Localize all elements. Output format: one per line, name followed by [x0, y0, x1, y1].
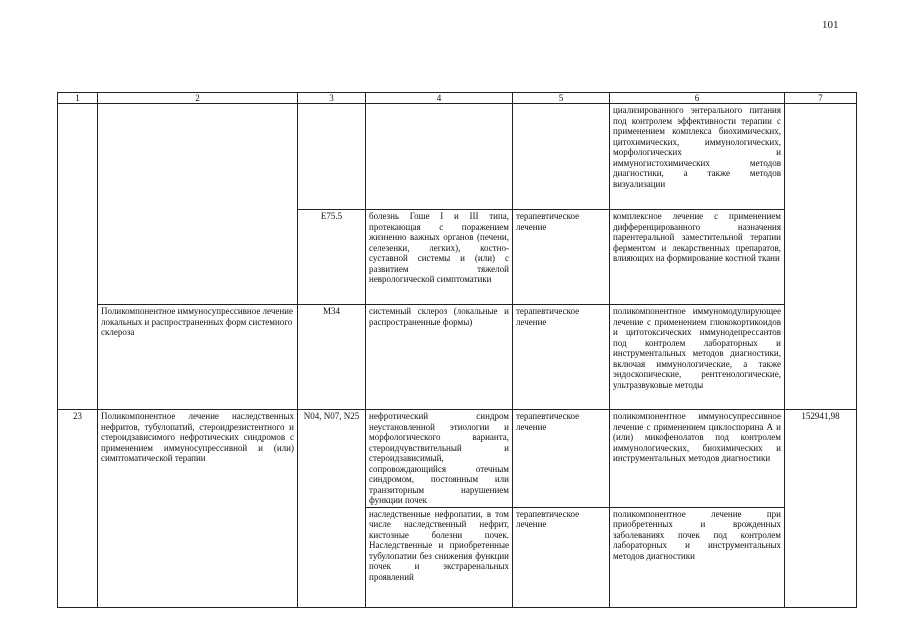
treatment-type-cell: терапевтическое лечение	[513, 507, 610, 607]
diagnosis-cell: нефротический синдром неустановленной этиологии и морфологического варианта, стероидчувствительный и стероидзависимый, сопровождающийся отечным синдромом, постоянным или транзиторным нарушением функции почек	[366, 410, 513, 508]
profile-cell: Поликомпонентное иммуносупрессивное лечение локальных и распространенных форм системного склероза	[98, 305, 298, 410]
header-cell: 3	[298, 93, 366, 104]
icd-code-cell	[298, 104, 366, 210]
method-cell: поликомпонентное иммуносупрессивное лечение с применением циклоспорина А и (или) микофенолатов под контролем иммунологических, биохимических и инструментальных методов диагностики	[610, 410, 785, 508]
table-header-row	[58, 93, 857, 104]
header-cell: 7	[785, 93, 857, 104]
table-row	[58, 410, 857, 508]
cost-cell	[785, 104, 857, 410]
treatment-type-cell	[513, 104, 610, 210]
profile-cell: Поликомпонентное лечение наследственных нефритов, тубулопатий, стероидрезистентного и стероидзависимого нефротических синдромов с применением иммуносупрессивной и (или) симптоматической терапии	[98, 410, 298, 608]
method-cell: поликомпонентное иммуномодулирующее лечение с применением глюкокортикоидов и цитотоксических иммунодепрессантов под контролем лабораторных и инструментальных методов диагностики, включая иммунологические, а также эндоскопические, рентгенологические, ультразвуковые методы	[610, 305, 785, 410]
number-cell	[58, 104, 98, 410]
icd-code-cell: N04, N07, N25	[298, 410, 366, 608]
icd-code-cell: M34	[298, 305, 366, 410]
method-cell: комплексное лечение с применением дифференцированного назначения парентеральной заместительной терапии ферментом и лекарственных препаратов, влияющих на формирование костной ткани	[610, 210, 785, 305]
header-cell: 1	[58, 93, 98, 104]
icd-code-cell: E75.5	[298, 210, 366, 305]
header-cell: 2	[98, 93, 298, 104]
number-cell: 23	[58, 410, 98, 608]
cost-cell: 152941,98	[785, 410, 857, 608]
treatment-type-cell: терапевтическое лечение	[513, 305, 610, 410]
header-cell: 4	[366, 93, 513, 104]
header-cell: 5	[513, 93, 610, 104]
table-row	[58, 305, 857, 410]
diagnosis-cell	[366, 104, 513, 210]
treatment-type-cell: терапевтическое лечение	[513, 210, 610, 305]
profile-cell	[98, 104, 298, 305]
diagnosis-cell: наследственные нефропатии, в том числе наследственный нефрит, кистозные болезни почек. Наследственные и приобретенные тубулопатии без снижения функции почек и экстраренальных проявлений	[366, 507, 513, 607]
page-number: 101	[822, 19, 839, 31]
header-cell: 6	[610, 93, 785, 104]
method-cell: циализированного энтерального питания под контролем эффективности терапии с применением комплекса биохимических, цитохимических, иммунологических, морфологических и иммуногистохимических методов диагностики, а также методов визуализации	[610, 104, 785, 210]
table-row	[58, 104, 857, 210]
services-table	[57, 92, 857, 608]
treatment-type-cell: терапевтическое лечение	[513, 410, 610, 508]
diagnosis-cell: болезнь Гоше I и III типа, протекающая с поражением жизненно важных органов (печени, селезенки, легких), костно-суставной системы и (или) с развитием тяжелой неврологической симптоматики	[366, 210, 513, 305]
method-cell: поликомпонентное лечение при приобретенных и врожденных заболеваниях почек под контролем лабораторных и инструментальных методов диагностики	[610, 507, 785, 607]
diagnosis-cell: системный склероз (локальные и распространенные формы)	[366, 305, 513, 410]
